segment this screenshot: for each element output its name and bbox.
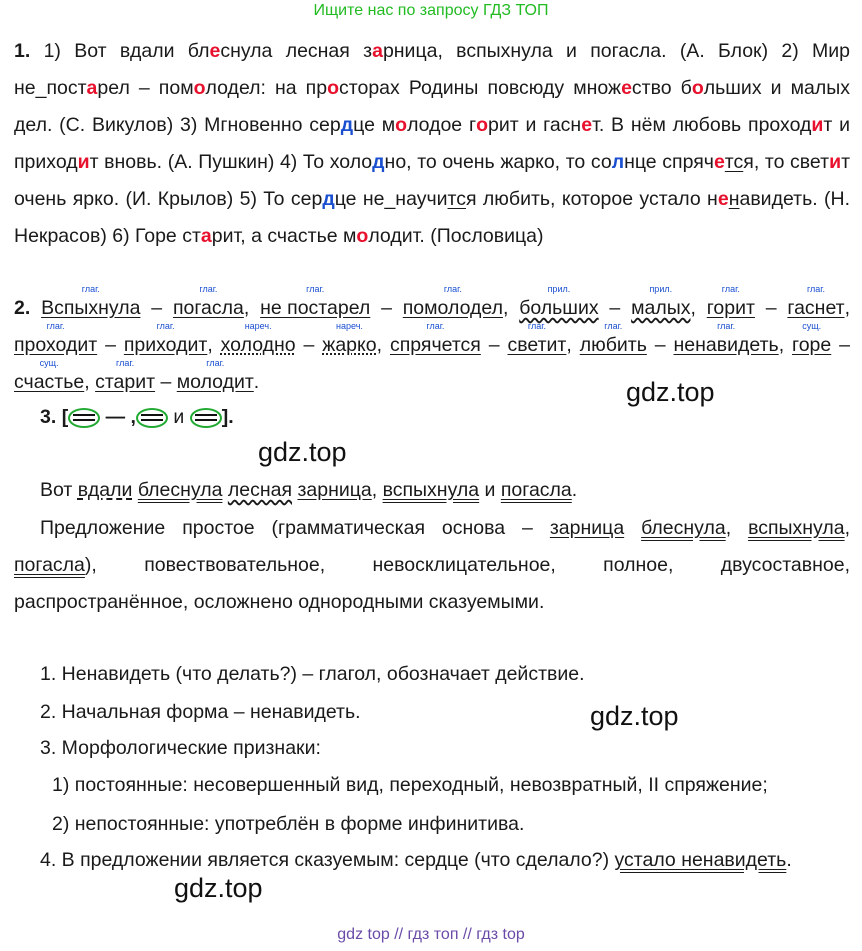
predicate-oval-icon: [68, 408, 100, 428]
morph-line-1: 1. Ненавидеть (что делать?) – глагол, обозначает действие.: [40, 663, 585, 685]
morph-line-5: 2) непостоянные: употреблён в форме инфинитива.: [52, 813, 525, 835]
task2-paragraph: 2. глаг. Вспыхнула – глаг. погасла, глаг. не постарел – глаг. помолодел, прил. больших – прил. малых, глаг. горит – глаг. гаснет, глаг. проходит – глаг. приходит, нареч. холодно – нареч. жарко, глаг. спрячется – глаг. светит, глаг. любить – глаг. ненавидеть, сущ. горе – сущ. счастье, глаг. старит – глаг. молодит.: [14, 284, 851, 393]
task2-number: 2.: [14, 297, 31, 319]
watermark: gdz.top: [626, 377, 715, 407]
footer-links[interactable]: gdz top // гдз топ // гдз top: [337, 926, 525, 943]
morph-line-2: 2. Начальная форма – ненавидеть.: [40, 701, 361, 723]
task1-number: 1.: [14, 40, 31, 62]
analysed-sentence: Вот вдали блеснула лесная зарница, вспыхнула и погасла.: [40, 479, 578, 501]
predicate-oval-icon: [190, 408, 222, 428]
watermark: gdz.top: [590, 701, 679, 731]
watermark: gdz.top: [174, 873, 263, 903]
morph-line-4: 1) постоянные: несовершенный вид, переходный, невозвратный, II спряжение;: [52, 774, 768, 796]
task3-scheme: 3. [ — , и ].: [40, 406, 234, 428]
header-link[interactable]: Ищите нас по запросу ГДЗ ТОП: [313, 2, 549, 19]
sentence-description: Предложение простое (грамматическая основа – зарница блеснула, вспыхнула, погасла), повествовательное, невосклицательное, полное, двусоставное, распространённое, осложнено однородными сказуемыми.: [14, 517, 851, 613]
task1-paragraph: 1. 1) Вот вдали блеснула лесная зарница, вспыхнула и погасла. (А. Блок) 2) Мир не_постарел – помолодел: на просторах Родины повсюду множество больших и малых дел. (С. Викулов) 3) Мгновенно сердце молодое горит и гаснет. В нём любовь проходит и приходит вновь. (А. Пушкин) 4) То холодно, то очень жарко, то солнце спрячется, то светит очень ярко. (И. Крылов) 5) То сердце не_научится любить, которое устало ненавидеть. (Н. Некрасов) 6) Горе старит, а счастье молодит. (Пословица): [14, 40, 850, 247]
morph-line-3: 3. Морфологические признаки:: [40, 737, 321, 759]
morph-line-6: 4. В предложении является сказуемым: сердце (что сделало?) устало ненавидеть.: [40, 849, 792, 871]
watermark: gdz.top: [258, 437, 347, 467]
predicate-oval-icon: [136, 408, 168, 428]
